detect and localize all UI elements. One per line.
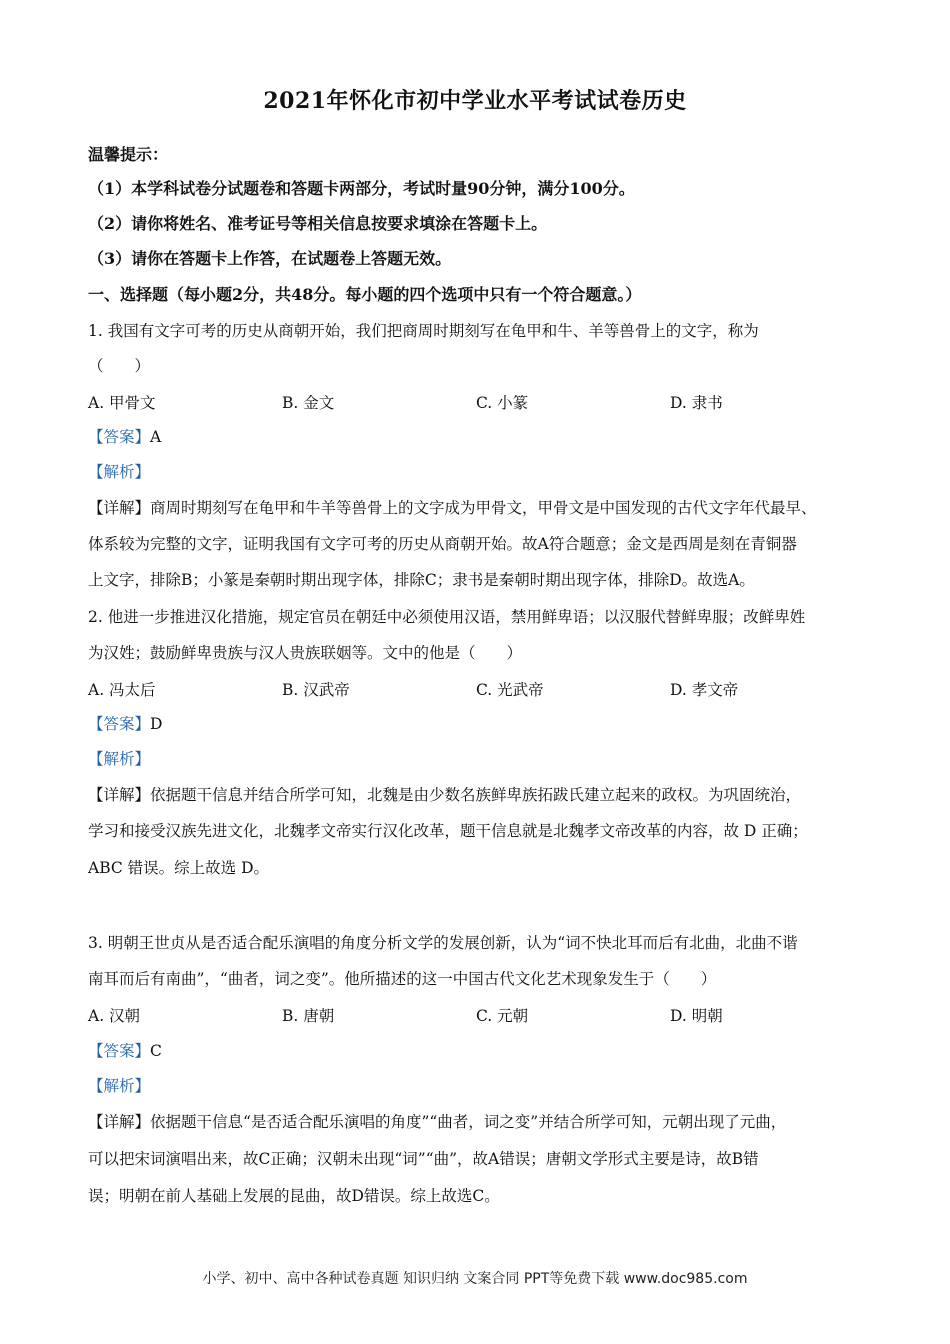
detail-line: 误；明朝在前人基础上发展的昆曲，故D错误。综上故选C。 [88, 1187, 500, 1205]
detail-line: ABC 错误。综上故选 D。 [88, 859, 270, 877]
answer-tag: 【答案】 [88, 715, 151, 733]
section-heading: 一、选择题（每小题2分，共48分。每小题的四个选项中只有一个符合题意。） [88, 285, 642, 304]
question-stem-line: 南耳而后有南曲”，“曲者，词之变”。他所描述的这一中国古代文化艺术现象发生于（ ） [88, 970, 717, 988]
tip-item: （3）请你在答题卡上作答，在试题卷上答题无效。 [88, 249, 452, 268]
question-stem-line: 2. 他进一步推进汉化措施，规定官员在朝廷中必须使用汉语，禁用鲜卑语；以汉服代替鲜卑服；改鲜卑姓 [88, 608, 806, 626]
tip-item: （1）本学科试卷分试题卷和答题卡两部分，考试时量90分钟，满分100分。 [88, 179, 635, 198]
detail-line: 体系较为完整的文字，证明我国有文字可考的历史从商朝开始。故A符合题意；金文是西周是刻在青铜器 [88, 535, 797, 553]
detail-tag: 【详解】 [88, 1113, 151, 1131]
question-stem-line: 为汉姓；鼓励鲜卑贵族与汉人贵族联姻等。文中的他是（ ） [88, 644, 523, 662]
detail-tag: 【详解】 [88, 499, 151, 517]
option-d: D. 孝文帝 [670, 681, 739, 699]
detail-line [88, 497, 880, 519]
option-d: D. 隶书 [670, 394, 723, 412]
tip-item: （2）请你将姓名、准考证号等相关信息按要求填涂在答题卡上。 [88, 214, 548, 233]
option-d: D. 明朝 [670, 1007, 723, 1025]
answer-line [88, 426, 880, 448]
option-c: C. 小篆 [476, 394, 529, 412]
question-stem-line: 1. 我国有文字可考的历史从商朝开始，我们把商周时期刻写在龟甲和牛、羊等兽骨上的文字，称为 [88, 322, 759, 340]
option-a: A. 汉朝 [88, 1007, 141, 1025]
page-title: 2021年怀化市初中学业水平考试试卷历史 [263, 88, 687, 114]
answer-value: A [150, 428, 162, 446]
answer-line [88, 1040, 880, 1062]
detail-line [88, 784, 880, 806]
option-c: C. 元朝 [476, 1007, 529, 1025]
analysis-tag: 【解析】 [88, 750, 151, 768]
answer-tag: 【答案】 [88, 428, 151, 446]
detail-line [88, 1111, 880, 1133]
detail-tag: 【详解】 [88, 786, 151, 804]
detail-line: 上文字，排除B；小篆是秦朝时期出现字体，排除C；隶书是秦朝时期出现字体，排除D。故选A。 [88, 571, 755, 589]
option-b: B. 汉武帝 [282, 681, 350, 699]
question-stem-line: 3. 明朝王世贞从是否适合配乐演唱的角度分析文学的发展创新，认为“词不快北耳而后有北曲，北曲不谐 [88, 934, 798, 952]
page-footer: 小学、初中、高中各种试卷真题 知识归纳 文案合同 PPT等免费下载 www.doc985.com [202, 1271, 748, 1287]
detail-text: 商周时期刻写在龟甲和牛羊等兽骨上的文字成为甲骨文，甲骨文是中国发现的古代文字年代最早、 [150, 499, 817, 517]
detail-line: 学习和接受汉族先进文化，北魏孝文帝实行汉化改革，题干信息就是北魏孝文帝改革的内容，故 D 正确； [88, 822, 808, 840]
tips-heading: 温馨提示： [88, 145, 169, 164]
detail-text: 依据题干信息并结合所学可知，北魏是由少数名族鲜卑族拓跋氏建立起来的政权。为巩固统治， [150, 786, 802, 804]
option-b: B. 唐朝 [282, 1007, 335, 1025]
analysis-tag: 【解析】 [88, 463, 151, 481]
answer-value: C [150, 1042, 162, 1060]
option-a: A. 冯太后 [88, 681, 156, 699]
analysis-tag: 【解析】 [88, 1077, 151, 1095]
answer-line [88, 713, 880, 735]
question-stem-line: （ ） [88, 357, 151, 375]
answer-value: D [150, 715, 163, 733]
option-b: B. 金文 [282, 394, 335, 412]
option-a: A. 甲骨文 [88, 394, 156, 412]
answer-tag: 【答案】 [88, 1042, 151, 1060]
option-c: C. 光武帝 [476, 681, 544, 699]
detail-text: 依据题干信息“是否适合配乐演唱的角度”“曲者，词之变”并结合所学可知，元朝出现了元曲， [150, 1113, 787, 1131]
detail-line: 可以把宋词演唱出来，故C正确；汉朝未出现“词”“曲”，故A错误；唐朝文学形式主要是诗，故B错 [88, 1150, 759, 1168]
